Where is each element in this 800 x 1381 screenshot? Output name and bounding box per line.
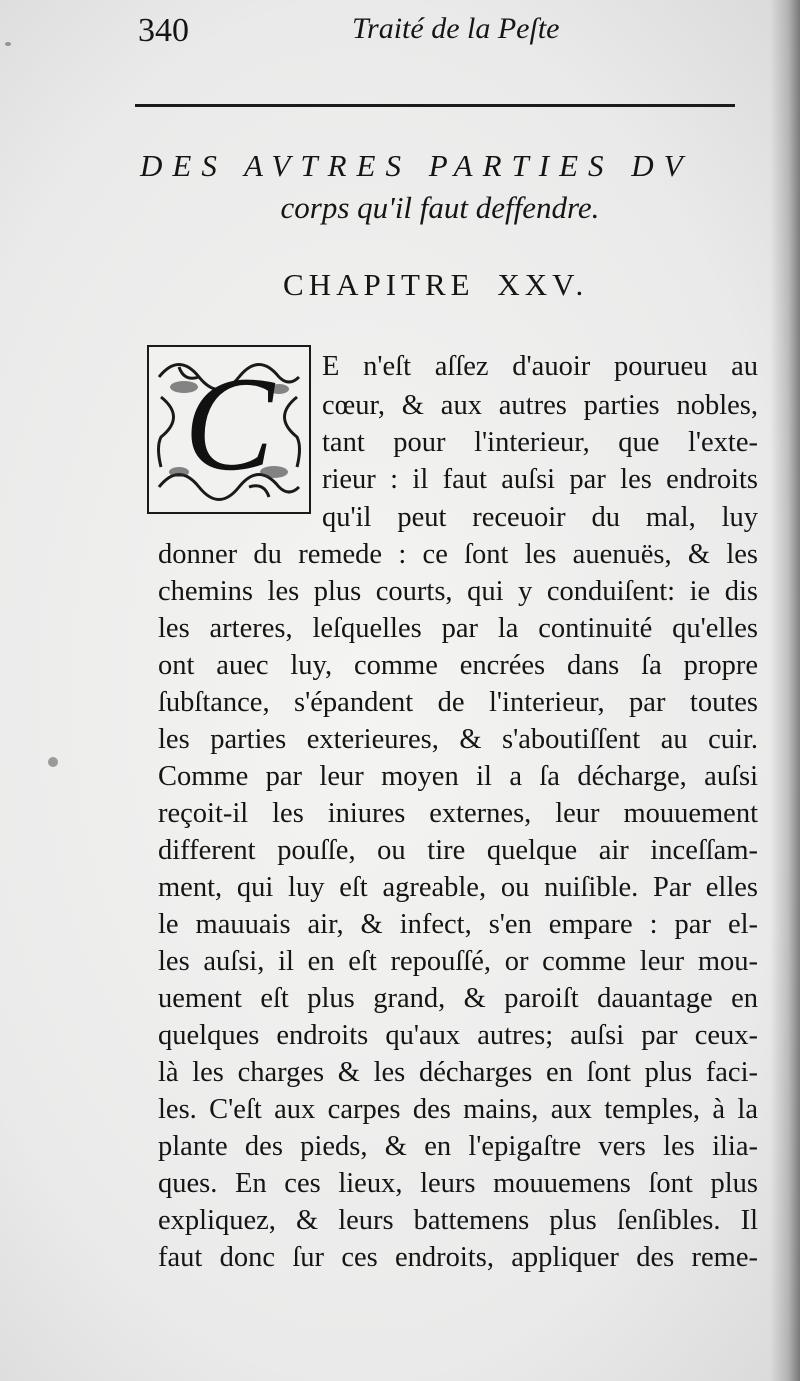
decorated-initial [147, 345, 311, 514]
text-line: different pouſſe, ou tire quelque air inceſſam- [158, 835, 758, 866]
ink-spot [5, 42, 11, 46]
chapter-label: CHAPITRE [283, 267, 475, 302]
running-title: Traité de la Peſte [352, 12, 560, 45]
section-heading: DES AVTRES PARTIES DV [140, 148, 693, 183]
text-line: les arteres, leſquelles par la continuité qu'elles [158, 613, 758, 644]
text-line: ment, qui luy eſt agreable, ou nuiſible. Par elles [158, 872, 758, 903]
text-line: ques. En ces lieux, leurs mouuemens ſont plus [158, 1168, 758, 1199]
text-line: uement eſt plus grand, & paroiſt dauantage en [158, 983, 758, 1014]
text-line: Comme par leur moyen il a ſa décharge, auſsi [158, 761, 758, 792]
header-rule [135, 104, 735, 107]
svg-text:C: C [183, 350, 275, 499]
text-line: cœur, & aux autres parties nobles, [322, 390, 758, 421]
text-line: plante des pieds, & en l'epigaſtre vers les ilia- [158, 1131, 758, 1162]
text-line: les parties exterieures, & s'aboutiſſent au cuir. [158, 724, 758, 755]
section-subheading: corps qu'il faut deffendre. [280, 190, 600, 225]
text-line: reçoit-il les iniures externes, leur mouuement [158, 798, 758, 829]
text-line: tant pour l'interieur, que l'exte- [322, 427, 758, 458]
text-line: donner du remede : ce ſont les auenuës, & les [158, 539, 758, 570]
text-line: quelques endroits qu'aux autres; auſsi par ceux- [158, 1020, 758, 1051]
text-line: faut donc ſur ces endroits, appliquer des reme- [158, 1242, 758, 1273]
text-line: expliquez, & leurs battemens plus ſenſibles. Il [158, 1205, 758, 1236]
chapter-heading [283, 267, 588, 303]
page-number: 340 [138, 12, 189, 49]
text-line: là les charges & les décharges en ſont plus faci- [158, 1057, 758, 1088]
text-line: les. C'eſt aux carpes des mains, aux temples, à la [158, 1094, 758, 1125]
text-line: E n'eſt aſſez d'auoir pourueu au [322, 351, 758, 382]
text-line: le mauuais air, & infect, s'en empare : par el- [158, 909, 758, 940]
text-line: les auſsi, il en eſt repouſſé, or comme leur mou- [158, 946, 758, 977]
text-line: qu'il peut receuoir du mal, luy [322, 502, 758, 533]
text-line: chemins les plus courts, qui y conduiſent: ie dis [158, 576, 758, 607]
ornament-icon [149, 347, 309, 512]
text-line: ſubſtance, s'épandent de l'interieur, par toutes [158, 687, 758, 718]
ink-spot [48, 757, 58, 767]
text-line: ont auec luy, comme encrées dans ſa propre [158, 650, 758, 681]
text-line: rieur : il faut auſsi par les endroits [322, 464, 758, 495]
chapter-number: XXV. [497, 267, 589, 302]
